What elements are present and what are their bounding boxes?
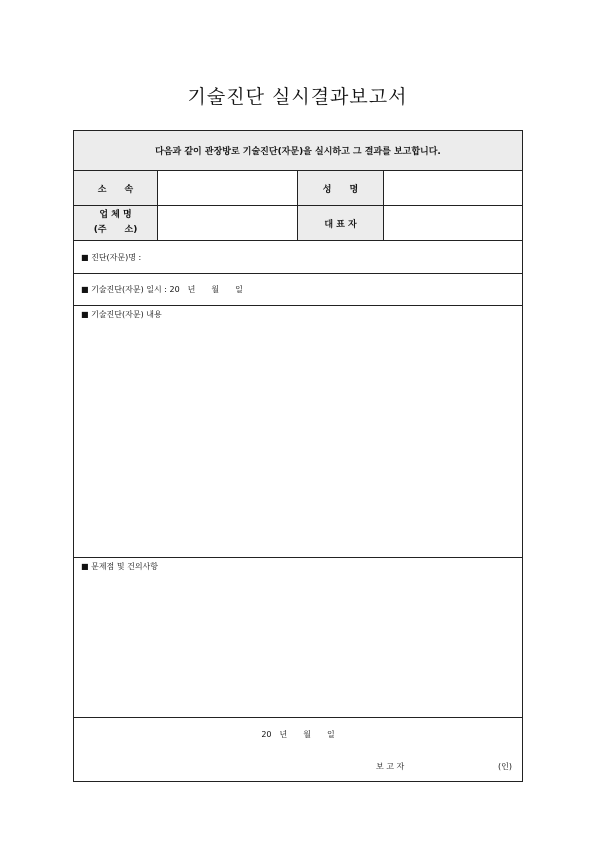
affiliation-row — [74, 171, 522, 206]
content-section[interactable] — [74, 306, 522, 558]
name-field[interactable] — [384, 171, 524, 205]
issues-section[interactable] — [74, 558, 522, 718]
company-row — [74, 206, 522, 241]
report-form — [73, 130, 523, 782]
intro-row — [74, 131, 522, 171]
site-name-row[interactable] — [74, 241, 522, 274]
report-date[interactable]: 20 년 월 일 — [261, 730, 335, 739]
diagnosis-date-label: ■ 기술진단(자문) 일시 : 20 년 월 일 — [81, 285, 243, 294]
seal-label: (인) — [498, 762, 512, 771]
footer-section — [74, 718, 522, 783]
name-label: 성 명 — [298, 171, 384, 205]
content-label: ■ 기술진단(자문) 내용 — [81, 310, 162, 319]
affiliation-label: 소 속 — [74, 171, 158, 205]
document-title: 기술진단 실시결과보고서 — [187, 86, 408, 108]
representative-label: 대 표 자 — [298, 206, 384, 240]
date-row[interactable] — [74, 274, 522, 306]
company-label-line1: 업 체 명 — [99, 210, 132, 220]
reporter-label: 보 고 자 — [376, 762, 405, 771]
company-label-line2: (주 소) — [93, 225, 138, 235]
site-name-label: ■ 진단(자문)명 : — [81, 252, 142, 262]
issues-label: ■ 문제점 및 건의사항 — [81, 562, 159, 571]
company-label — [74, 206, 158, 240]
representative-field[interactable] — [384, 206, 524, 240]
intro-text: 다음과 같이 관장방로 기술진단(자문)을 실시하고 그 결과를 보고합니다. — [155, 147, 441, 157]
affiliation-field[interactable] — [158, 171, 298, 205]
company-field[interactable] — [158, 206, 298, 240]
